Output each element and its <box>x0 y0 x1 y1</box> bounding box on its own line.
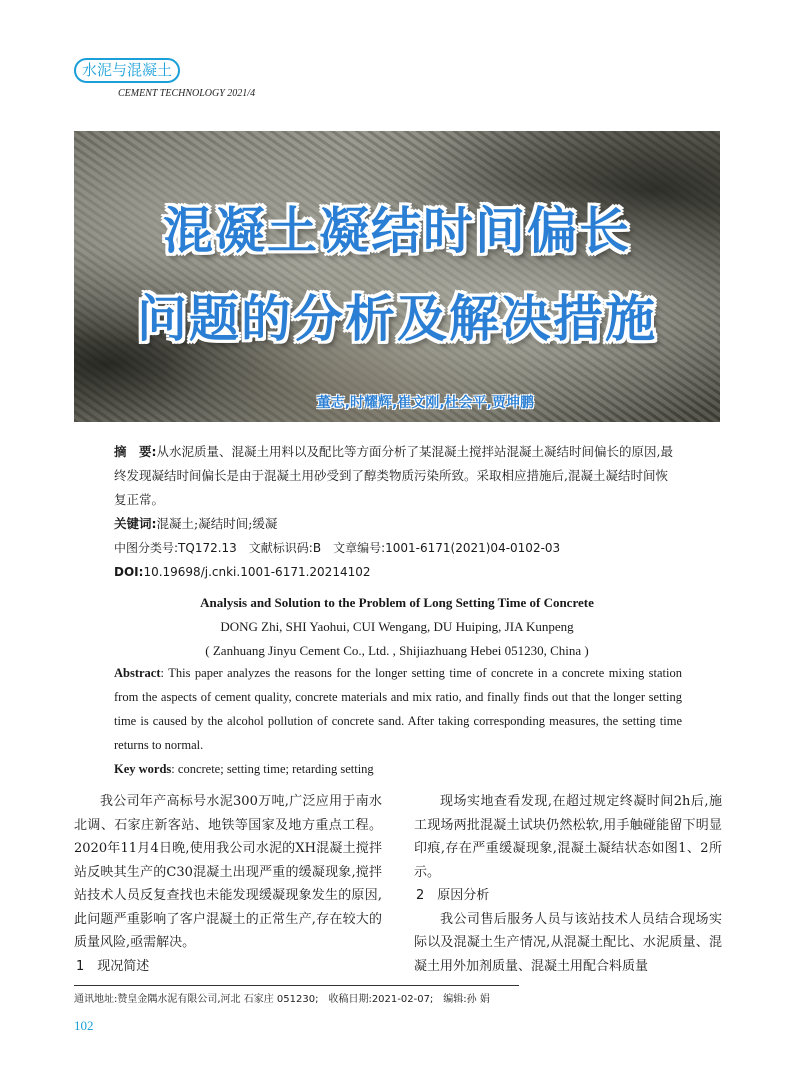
keywords-en-label: Key words <box>114 762 172 776</box>
abstract-cn-text: 从水泥质量、混凝土用料以及配比等方面分析了某混凝土搅拌站混凝土凝结时间偏长的原因,最终发现凝结时间偏长是由于混凝土用砂受到了醇类物质污染所致。采取相应措施后,混凝土凝结时间恢复正常。 <box>114 444 673 507</box>
abstract-en-label: Abstract <box>114 666 161 680</box>
doi-label: DOI: <box>114 565 144 579</box>
section-heading-1: 1 现况简述 <box>76 958 150 974</box>
body-column-left <box>74 790 382 978</box>
body-column-right <box>414 790 722 978</box>
doi-value: 10.19698/j.cnki.1001-6171.20214102 <box>143 565 371 579</box>
page-number: 102 <box>74 1018 94 1033</box>
title-banner <box>74 131 720 422</box>
english-authors: DONG Zhi, SHI Yaohui, CUI Wengang, DU Huiping, JIA Kunpeng <box>220 619 574 634</box>
abstract-en-text: : This paper analyzes the reasons for the longer setting time of concrete in a concrete mixing station from the aspects of cement quality, concrete materials and mix ratio, and finally finds out that the longer setting time is caused by the alcohol pollution of concrete sand. After taking corresponding measures, the setting time returns to normal. <box>114 666 682 752</box>
body-paragraph: 我公司年产高标号水泥300万吨,广泛应用于南水北调、石家庄新客站、地铁等国家及地方重点工程。2020年11月4日晚,使用我公司水泥的XH混凝土搅拌站反映其生产的C30混凝土出现严重的缓凝现象,搅拌站技术人员反复查找也未能发现缓凝现象发生的原因,此问题严重影响了客户混凝土的正常生产,存在较大的质量风险,亟需解决。 <box>74 794 382 950</box>
english-affiliation: ( Zanhuang Jinyu Cement Co., Ltd. , Shijiazhuang Hebei 051230, China ) <box>205 643 589 658</box>
body-paragraph: 现场实地查看发现,在超过规定终凝时间2h后,施工现场两批混凝土试块仍然松软,用手触碰能留下明显印痕,存在严重缓凝现象,混凝土凝结状态如图1、2所示。 <box>414 794 722 880</box>
title-line-2: 问题的分析及解决措施 <box>137 290 657 348</box>
journal-subtitle: CEMENT TECHNOLOGY 2021/4 <box>118 88 256 99</box>
authors-cn: 董志,时耀辉,崔文刚,杜会平,贾坤鹏 <box>316 395 534 411</box>
classification-line: 中图分类号:TQ172.13 文献标识码:B 文章编号:1001-6171(2021)04-0102-03 <box>114 541 561 555</box>
keywords-cn-label: 关键词: <box>114 516 157 531</box>
keywords-cn-text: 混凝土;凝结时间;缓凝 <box>156 516 278 531</box>
abstract-en-block <box>114 661 682 781</box>
keywords-cn <box>114 512 680 536</box>
keywords-en-text: : concrete; setting time; retarding setting <box>171 762 374 776</box>
keywords-en <box>114 757 682 781</box>
abstract-cn-label: 摘 要: <box>114 444 157 459</box>
journal-badge: 水泥与混凝土 <box>74 58 180 83</box>
title-line-1: 混凝土凝结时间偏长 <box>163 202 631 260</box>
abstract-en <box>114 661 682 757</box>
footnote: 通讯地址:赞皇金隅水泥有限公司,河北 石家庄 051230; 收稿日期:2021-02-07; 编辑:孙 娟 <box>74 994 490 1005</box>
abstract-cn <box>114 440 680 512</box>
doi-line <box>114 560 680 584</box>
english-title: Analysis and Solution to the Problem of Long Setting Time of Concrete <box>200 595 594 610</box>
body-paragraph: 我公司售后服务人员与该站技术人员结合现场实际以及混凝土生产情况,从混凝土配比、水泥质量、混凝土用外加剂质量、混凝土用配合料质量 <box>414 911 722 974</box>
abstract-cn-block <box>114 440 680 584</box>
footnote-divider <box>74 985 519 986</box>
section-heading-2: 2 原因分析 <box>416 888 490 903</box>
